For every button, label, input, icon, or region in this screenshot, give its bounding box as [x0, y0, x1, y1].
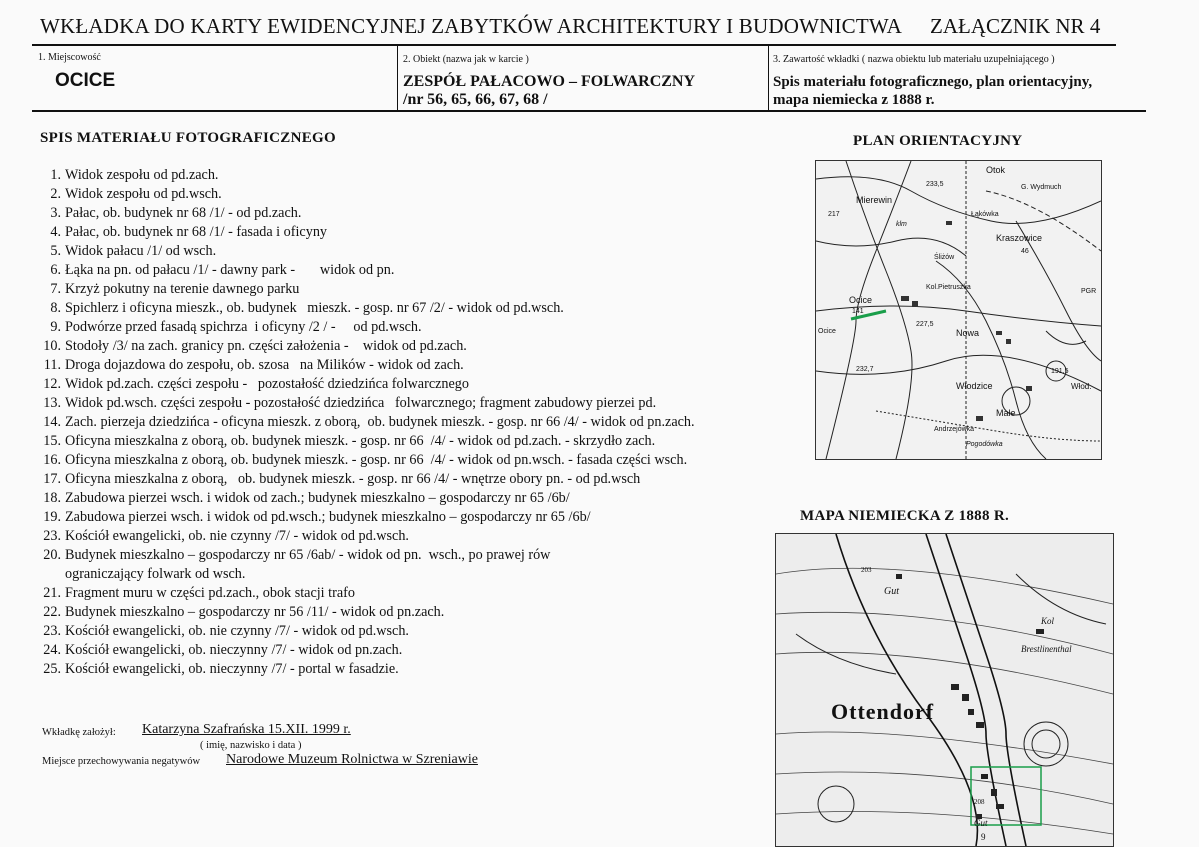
photo-section-title: SPIS MATERIAŁU FOTOGRAFICZNEGO — [40, 130, 336, 146]
cells-bottom-rule — [32, 110, 1146, 112]
photo-item-text: Widok pałacu /1/ od wsch. — [65, 243, 217, 259]
photo-item-number: 23. — [43, 528, 61, 544]
photo-item-number: 6. — [50, 262, 61, 278]
plan-label: Ocice — [818, 328, 836, 335]
photo-item-number: 12. — [43, 376, 61, 392]
contents-label: 3. Zawartość wkładki ( nazwa obiektu lub materiału uzupełniającego ) — [773, 54, 1055, 65]
orientation-plan-drawing — [816, 161, 1101, 459]
map-label: Brestlinenthal — [1021, 644, 1072, 654]
photo-item-text: Widok pd.zach. części zespołu - pozostałość dziedzińca folwarcznego — [65, 376, 469, 392]
photo-item-text: Podwórze przed fasadą spichrza i oficyny /2 / - od pd.wsch. — [65, 319, 422, 335]
plan-label: Włod. — [1071, 382, 1092, 391]
plan-label: 232,7 — [856, 366, 874, 373]
photo-list-item — [30, 489, 770, 508]
photo-list-item — [30, 546, 770, 584]
photo-item-number: 10. — [43, 338, 61, 354]
photo-list-item — [30, 356, 770, 375]
plan-label: Pogodówka — [966, 441, 1003, 448]
contents-value-line2: mapa niemiecka z 1888 r. — [773, 92, 935, 108]
photo-item-text: Krzyż pokutny na terenie dawnego parku — [65, 281, 300, 297]
plan-label: Ocice — [849, 295, 873, 305]
plan-label: PGR — [1081, 288, 1097, 295]
photo-list-item — [30, 375, 770, 394]
author-value: Katarzyna Szafrańska 15.XII. 1999 r. — [142, 722, 351, 737]
locality-label: 1. Miejscowość — [38, 52, 101, 63]
author-hint: ( imię, nazwisko i data ) — [200, 740, 302, 751]
plan-title: PLAN ORIENTACYJNY — [853, 133, 1023, 149]
photo-item-text: Pałac, ob. budynek nr 68 /1/ - fasada i oficyny — [65, 224, 328, 240]
photo-list-item — [30, 451, 770, 470]
photo-list-item — [30, 204, 770, 223]
photo-item-text: Łąka na pn. od pałacu /1/ - dawny park - widok od pn. — [65, 262, 395, 278]
photo-item-text: Widok pd.wsch. części zespołu - pozostałość dziedzińca folwarcznego; fragment zabudowy pierzei pd. — [65, 395, 657, 411]
storage-label: Miejsce przechowywania negatywów — [42, 756, 201, 767]
plan-label: 46 — [1021, 248, 1029, 255]
photo-list-item — [30, 641, 770, 660]
map-label: 203 — [861, 566, 872, 574]
photo-item-text: Zabudowa pierzei wsch. i widok od zach.; budynek mieszkalno – gospodarczy nr 65 /6b/ — [65, 490, 570, 506]
photo-item-text: Widok zespołu od pd.wsch. — [65, 186, 222, 202]
photo-item-number: 23. — [43, 623, 61, 639]
photo-item-number: 11. — [43, 357, 61, 373]
german-map — [775, 533, 1114, 847]
plan-label: Nowa — [956, 328, 980, 338]
photo-item-number: 5. — [50, 243, 61, 259]
photo-item-text: Zabudowa pierzei wsch. i widok od pd.wsch.; budynek mieszkalno – gospodarczy nr 65 /6b/ — [65, 509, 591, 525]
photo-item-number: 17. — [43, 471, 61, 487]
photo-item-number: 4. — [50, 224, 61, 240]
storage-value: Narodowe Muzeum Rolnictwa w Szreniawie — [226, 752, 478, 767]
photo-list-item — [30, 660, 770, 679]
map-label: 9 — [981, 832, 986, 842]
plan-label: Małe — [996, 408, 1016, 418]
photo-item-number: 19. — [43, 509, 61, 525]
german-map-title: MAPA NIEMIECKA Z 1888 R. — [800, 508, 1010, 524]
map-label: Ottendorf — [831, 699, 935, 724]
photo-list-item — [30, 299, 770, 318]
photo-item-number: 18. — [43, 490, 61, 506]
photo-item-number: 7. — [50, 281, 61, 297]
locality-value: OCICE — [55, 70, 116, 91]
photo-item-text: Oficyna mieszkalna z oborą, ob. budynek mieszk. - gosp. nr 66 /4/ - widok od pd.zach. - skrzydło zach. — [65, 433, 656, 449]
photo-list-item — [30, 318, 770, 337]
plan-label: Włodzice — [956, 381, 993, 391]
object-value-line1: ZESPÓŁ PAŁACOWO – FOLWARCZNY — [403, 73, 696, 90]
plan-label: Mierewin — [856, 195, 893, 205]
map-label: Gut — [974, 818, 988, 828]
photo-list-item — [30, 394, 770, 413]
author-label: Wkładkę założył: — [42, 727, 116, 738]
photo-item-continuation: ograniczający folwark od wsch. — [65, 566, 246, 582]
photo-item-number: 15. — [43, 433, 61, 449]
map-label: Gut — [884, 586, 899, 597]
object-label: 2. Obiekt (nazwa jak w karcie ) — [403, 54, 529, 65]
photo-item-number: 20. — [43, 547, 61, 563]
photo-item-text: Budynek mieszkalno – gospodarczy nr 56 /11/ - widok od pn.zach. — [65, 604, 445, 620]
cell-divider-1 — [397, 46, 398, 110]
photo-item-number: 3. — [50, 205, 61, 221]
plan-label: 191,5 — [1051, 368, 1069, 375]
header-rule — [32, 44, 1116, 46]
photo-list-item — [30, 470, 770, 489]
german-map-drawing — [776, 534, 1113, 846]
plan-label: Śliżów — [934, 254, 955, 261]
photo-list-item — [30, 584, 770, 603]
plan-label: G. Wydmuch — [1021, 184, 1062, 191]
form-title: WKŁADKA DO KARTY EWIDENCYJNEJ ZABYTKÓW ARCHITEKTURY I BUDOWNICTWA — [40, 14, 902, 38]
photo-item-number: 16. — [43, 452, 61, 468]
photo-list-item — [30, 432, 770, 451]
plan-label: Kol.Pietruszka — [926, 284, 971, 291]
photo-item-number: 21. — [43, 585, 61, 601]
photo-item-text: Zach. pierzeja dziedzińca - oficyna mieszk. z oborą, ob. budynek mieszk. - gosp. nr 66 /4/ - widok od pn.zach. — [65, 414, 695, 430]
plan-label: Kraszowice — [996, 233, 1043, 243]
photo-list-item — [30, 337, 770, 356]
plan-label: klm — [896, 221, 907, 228]
photo-item-number: 13. — [43, 395, 61, 411]
photo-item-number: 2. — [50, 186, 61, 202]
plan-label: 141 — [852, 308, 864, 315]
orientation-plan-map — [815, 160, 1102, 460]
photo-item-number: 1. — [50, 167, 61, 183]
map-label: 208 — [974, 798, 985, 806]
annex-number: ZAŁĄCZNIK NR 4 — [930, 14, 1101, 38]
photo-item-text: Oficyna mieszkalna z oborą, ob. budynek mieszk. - gosp. nr 66 /4/ - widok od pn.wsch. - fasada części wsch. — [65, 452, 688, 468]
photo-item-text: Stodoły /3/ na zach. granicy pn. części założenia - widok od pd.zach. — [65, 338, 467, 354]
object-value-line2: /nr 56, 65, 66, 67, 68 / — [403, 91, 548, 108]
photo-item-text: Kościół ewangelicki, ob. nieczynny /7/ - widok od pn.zach. — [65, 642, 403, 658]
photo-list-item — [30, 413, 770, 432]
plan-label: 217 — [828, 211, 840, 218]
photo-list — [30, 166, 770, 679]
photo-item-text: Fragment muru w części pd.zach., obok stacji trafo — [65, 585, 355, 601]
photo-list-item — [30, 280, 770, 299]
plan-label: Otok — [986, 165, 1006, 175]
photo-item-number: 14. — [43, 414, 61, 430]
photo-list-item — [30, 223, 770, 242]
photo-item-text: Kościół ewangelicki, ob. nie czynny /7/ - widok od pd.wsch. — [65, 623, 409, 639]
photo-item-number: 8. — [50, 300, 61, 316]
photo-item-text: Widok zespołu od pd.zach. — [65, 167, 219, 183]
photo-item-text: Spichlerz i oficyna mieszk., ob. budynek mieszk. - gosp. nr 67 /2/ - widok od pd.wsch. — [65, 300, 564, 316]
plan-label: Łąkówka — [971, 211, 999, 218]
photo-item-number: 22. — [43, 604, 61, 620]
photo-list-item — [30, 603, 770, 622]
photo-list-item — [30, 261, 770, 280]
photo-item-text: Budynek mieszkalno – gospodarczy nr 65 /6ab/ - widok od pn. wsch., po prawej rów — [65, 547, 551, 563]
photo-item-text: Oficyna mieszkalna z oborą, ob. budynek mieszk. - gosp. nr 66 /4/ - wnętrze obory pn. - od pd.wsch — [65, 471, 641, 487]
photo-item-number: 9. — [50, 319, 61, 335]
contents-value-line1: Spis materiału fotograficznego, plan orientacyjny, — [773, 74, 1093, 90]
photo-list-item — [30, 242, 770, 261]
photo-list-item — [30, 166, 770, 185]
photo-list-item — [30, 622, 770, 641]
plan-label: 233,5 — [926, 181, 944, 188]
photo-list-item — [30, 185, 770, 204]
cell-divider-2 — [768, 46, 769, 110]
photo-item-text: Kościół ewangelicki, ob. nieczynny /7/ - portal w fasadzie. — [65, 661, 399, 677]
photo-list-item — [30, 508, 770, 527]
plan-label: Andrzejówka — [934, 426, 975, 433]
photo-item-text: Droga dojazdowa do zespołu, ob. szosa na Milików - widok od zach. — [65, 357, 464, 373]
photo-item-text: Kościół ewangelicki, ob. nie czynny /7/ - widok od pd.wsch. — [65, 528, 409, 544]
plan-label: 227,5 — [916, 321, 934, 328]
photo-item-text: Pałac, ob. budynek nr 68 /1/ - od pd.zach. — [65, 205, 302, 221]
photo-item-number: 25. — [43, 661, 61, 677]
map-label: Kol — [1041, 616, 1055, 626]
photo-list-item — [30, 527, 770, 546]
photo-item-number: 24. — [43, 642, 61, 658]
